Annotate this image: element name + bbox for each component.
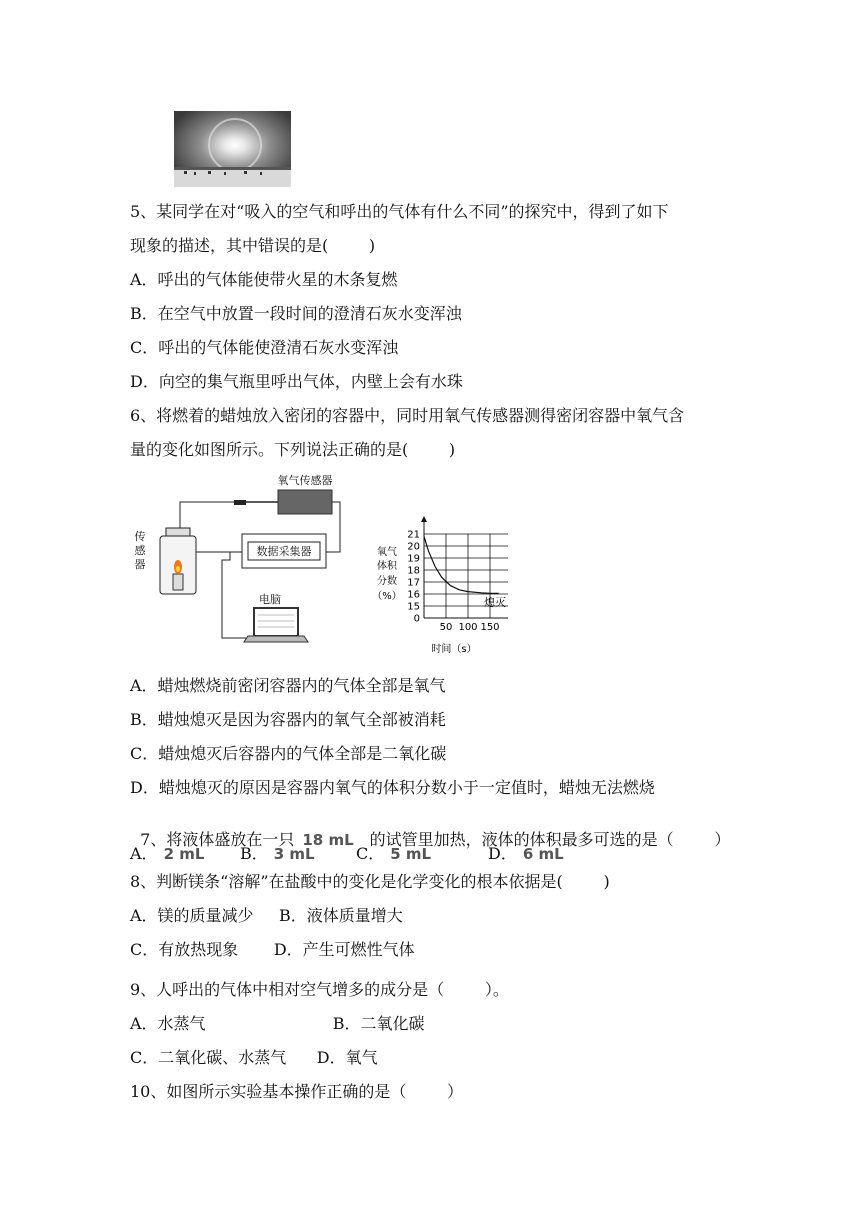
collector-label: 数据采集器 (256, 545, 312, 558)
q8-options-row1: A．镁的质量减少 B．液体质量增大 (130, 906, 403, 925)
chart-x-tick: 50 (439, 622, 453, 633)
q7-stem-a: 7、将液体盛放在一只 (140, 830, 295, 849)
q7-option-a-letter: A． (130, 844, 158, 863)
sensor-label: 氧气传感器 (277, 474, 333, 487)
chart-annotation: 熄灭 (484, 596, 506, 609)
chart-ylabel-3: 分数 (377, 576, 397, 587)
q8-options-row2: C．有放热现象 D．产生可燃性气体 (130, 940, 415, 959)
q10-stem: 10、如图所示实验基本操作正确的是（ ） (130, 1082, 464, 1101)
chart-ylabel-2: 体积 (377, 561, 397, 572)
q8-stem: 8、判断镁条“溶解”在盐酸中的变化是化学变化的根本依据是( ) (130, 872, 610, 891)
side-label-1: 传 (134, 530, 146, 543)
q5-option-c: C．呼出的气体能使澄清石灰水变浑浊 (130, 338, 399, 357)
q6-option-d: D．蜡烛熄灭的原因是容器内氧气的体积分数小于一定值时，蜡烛无法燃烧 (130, 778, 655, 797)
chart-y-tick: 16 (407, 589, 420, 601)
q6-option-b: B．蜡烛熄灭是因为容器内的氧气全部被消耗 (130, 710, 446, 729)
side-label-2: 感 (134, 544, 146, 557)
q9-options-row2: C．二氧化碳、水蒸气 D．氧气 (130, 1048, 378, 1067)
side-label-3: 器 (134, 558, 146, 571)
halo-photo (174, 111, 291, 187)
apparatus-diagram (130, 470, 370, 650)
q7-option-d-letter: D． (488, 844, 517, 863)
q7-stem-value: 18 mL (302, 831, 354, 849)
chart-y-tick: 17 (407, 577, 420, 589)
q5-stem-line2: 现象的描述，其中错误的是( ) (130, 236, 376, 255)
chart-xlabel: 时间（s） (431, 644, 477, 655)
q6-option-a: A．蜡烛燃烧前密闭容器内的气体全部是氧气 (130, 676, 446, 695)
q7-option-b (240, 844, 315, 864)
q7-option-d (488, 844, 564, 864)
chart-y-tick: 20 (407, 541, 420, 553)
q9-stem: 9、人呼出的气体中相对空气增多的成分是（ ）。 (130, 980, 509, 999)
chart-y-tick: 0 (413, 613, 420, 625)
q9-options-row1: A．水蒸气 B．二氧化碳 (130, 1014, 425, 1033)
q5-stem-line1: 5、某同学在对“吸入的空气和呼出的气体有什么不同”的探究中，得到了如下 (130, 202, 669, 221)
chart-ylabel-1: 氧气 (377, 547, 397, 558)
oxygen-curve (424, 536, 499, 593)
computer-label: 电脑 (259, 593, 281, 606)
q6-stem-line1: 6、将燃着的蜡烛放入密闭的容器中，同时用氧气传感器测得密闭容器中氧气含 (130, 406, 685, 425)
q7-option-c-value: 5 mL (390, 845, 432, 863)
q7-option-b-letter: B． (240, 844, 268, 863)
chart-y-tick: 21 (407, 529, 420, 541)
q7-option-b-value: 3 mL (273, 845, 315, 863)
chart-x-tick: 150 (480, 622, 500, 633)
q7-option-c-letter: C． (356, 844, 385, 863)
q7-option-c (356, 844, 431, 864)
chart-y-tick: 18 (407, 565, 420, 577)
q6-option-c: C．蜡烛熄灭后容器内的气体全部是二氧化碳 (130, 744, 447, 763)
q5-option-b: B．在空气中放置一段时间的澄清石灰水变浑浊 (130, 304, 462, 323)
sensor-box (278, 490, 332, 514)
q7-option-d-value: 6 mL (522, 845, 564, 863)
oxygen-chart (368, 514, 508, 656)
computer-screen (254, 608, 298, 636)
q7-option-a (130, 844, 204, 864)
q5-option-a: A．呼出的气体能使带火星的木条复燃 (130, 270, 398, 289)
q7-option-a-value: 2 mL (163, 845, 205, 863)
chart-x-tick: 100 (458, 622, 478, 633)
chart-ylabel-4: （%） (372, 591, 402, 602)
q6-stem-line2: 量的变化如图所示。下列说法正确的是( ) (130, 440, 456, 459)
q5-option-d: D．向空的集气瓶里呼出气体，内壁上会有水珠 (130, 372, 463, 391)
chart-y-arrow (421, 516, 427, 522)
q7-stem-b: 的试管里加热，液体的体积最多可选的是（ ） (369, 830, 731, 849)
chart-y-tick: 15 (407, 601, 420, 613)
chart-y-tick: 19 (407, 553, 420, 565)
